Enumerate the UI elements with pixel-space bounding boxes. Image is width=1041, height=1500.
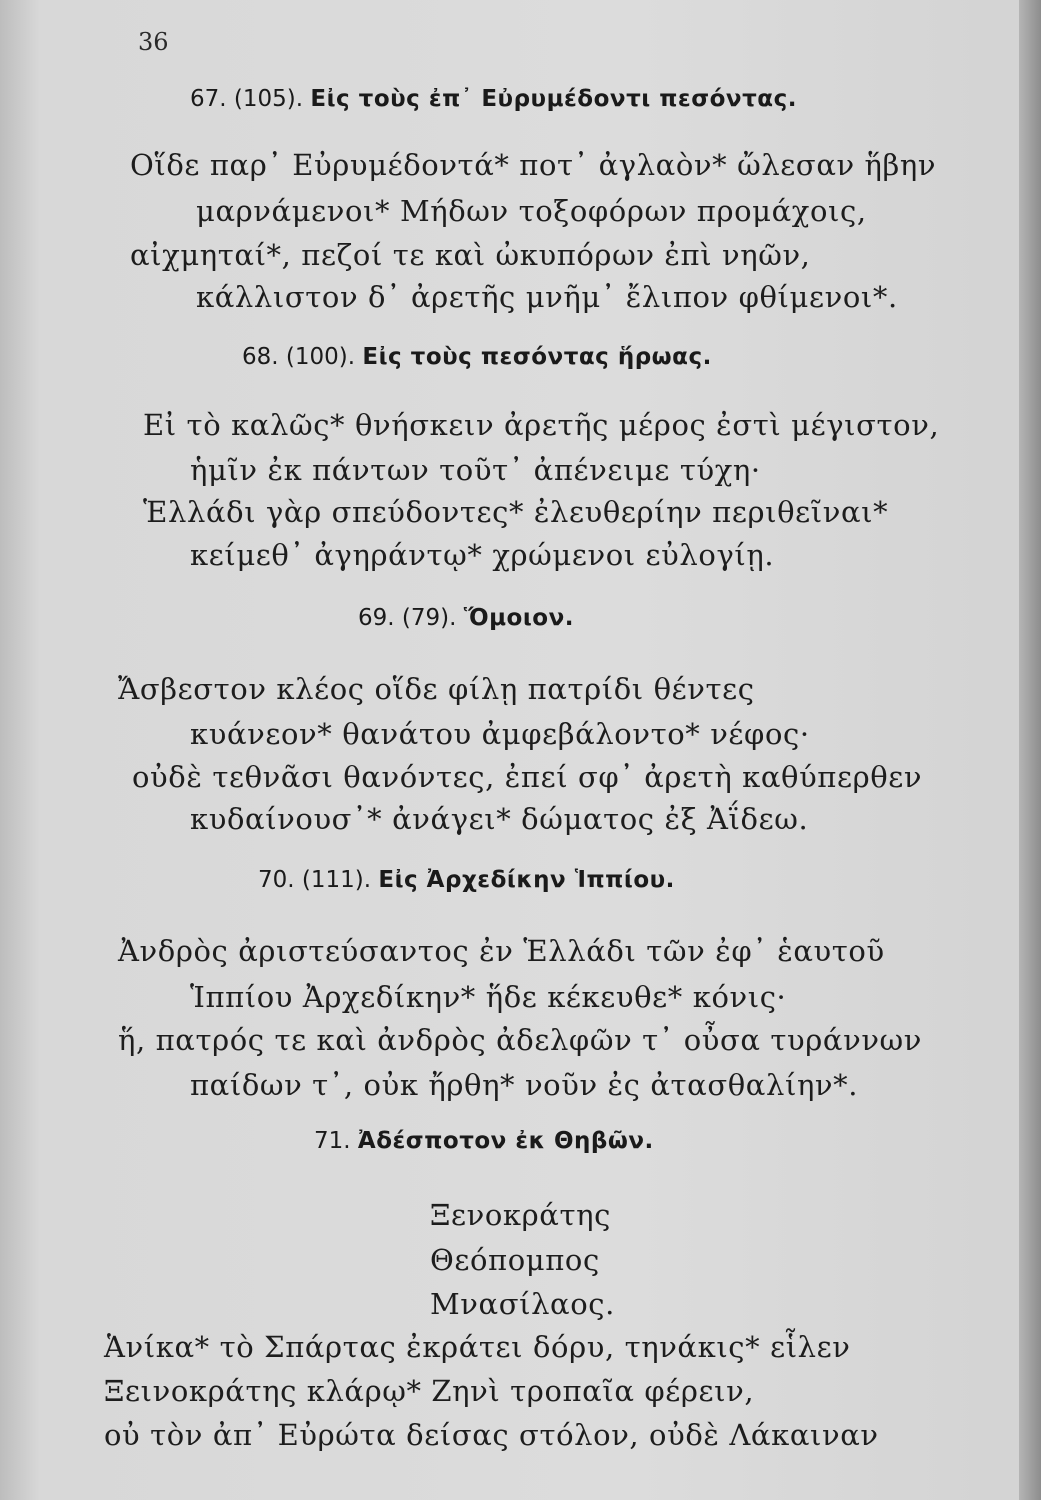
verse-line: Ἱππίου Ἀρχεδίκην* ἥδε κέκευθε* κόνις·	[190, 980, 787, 1014]
verse-line: Ἄσβεστον κλέος οἵδε φίλῃ πατρίδι θέντες	[118, 672, 755, 706]
poem-heading-71	[314, 1128, 654, 1154]
verse-line: αἰχμηταί*, πεζοί τε καὶ ὠκυπόρων ἐπὶ νηῶν,	[130, 238, 811, 272]
verse-line: οὐδὲ τεθνᾶσι θανόντες, ἐπεί σφ᾽ ἀρετὴ καθύπερθεν	[132, 760, 923, 794]
heading-title: Εἰς Ἀρχεδίκην Ἱππίου.	[378, 867, 675, 893]
heading-title: Ἀδέσποτον ἐκ Θηβῶν.	[357, 1128, 654, 1154]
verse-line: Οἵδε παρ᾽ Εὐρυμέδοντά* ποτ᾽ ἀγλαὸν* ὤλεσαν ἥβην	[130, 148, 937, 182]
verse-line: Ἀνδρὸς ἀριστεύσαντος ἐν Ἑλλάδι τῶν ἐφ᾽ ἑαυτοῦ	[118, 934, 885, 968]
verse-line: μαρνάμενοι* Μήδων τοξοφόρων προμάχοις,	[196, 194, 867, 228]
poem-heading-70	[258, 867, 675, 893]
verse-line: κυάνεον* θανάτου ἀμφεβάλοντο* νέφος·	[190, 717, 810, 751]
poem-heading-67	[190, 86, 797, 112]
verse-line: Ξεινοκράτης κλάρῳ* Ζηνὶ τροπαῖα φέρειν,	[104, 1374, 755, 1408]
heading-number: 71.	[314, 1128, 351, 1154]
heading-number: 70. (111).	[258, 867, 372, 893]
verse-line: Ἁνίκα* τὸ Σπάρτας ἐκράτει δόρυ, τηνάκις* εἷλεν	[104, 1330, 851, 1364]
verse-line: παίδων τ᾽, οὐκ ἤρθη* νοῦν ἐς ἀτασθαλίην*.	[190, 1068, 859, 1102]
verse-line: ἡμῖν ἐκ πάντων τοῦτ᾽ ἀπένειμε τύχη·	[190, 453, 761, 487]
inscription-name: Μνασίλαος.	[430, 1287, 615, 1321]
poem-heading-68	[242, 344, 712, 370]
verse-line: Εἰ τὸ καλῶς* θνήσκειν ἀρετῆς μέρος ἐστὶ μέγιστον,	[143, 408, 940, 442]
heading-number: 69. (79).	[358, 605, 457, 631]
verse-line: κάλλιστον δ᾽ ἀρετῆς μνῆμ᾽ ἔλιπον φθίμενοι*.	[196, 280, 898, 314]
poem-heading-69	[358, 605, 574, 631]
heading-number: 67. (105).	[190, 86, 304, 112]
inscription-name: Θεόπομπος	[430, 1243, 600, 1277]
verse-line: κυδαίνουσ᾽* ἀνάγει* δώματος ἐξ Ἀΐδεω.	[190, 802, 809, 836]
heading-number: 68. (100).	[242, 344, 356, 370]
verse-line: ἥ, πατρός τε καὶ ἀνδρὸς ἀδελφῶν τ᾽ οὖσα τυράννων	[118, 1023, 923, 1057]
heading-title: Εἰς τοὺς ἐπ᾽ Εὐρυμέδοντι πεσόντας.	[310, 86, 797, 112]
verse-line: οὐ τὸν ἀπ᾽ Εὐρώτα δείσας στόλον, οὐδὲ Λάκαιναν	[104, 1418, 879, 1452]
verse-line: κείμεθ᾽ ἀγηράντῳ* χρώμενοι εὐλογίῃ.	[190, 538, 775, 572]
heading-title: Ὅμοιον.	[463, 605, 575, 631]
page-number: 36	[138, 28, 169, 56]
heading-title: Εἰς τοὺς πεσόντας ἥρωας.	[362, 344, 712, 370]
inscription-name: Ξενοκράτης	[430, 1198, 611, 1232]
verse-line: Ἑλλάδι γὰρ σπεύδοντες* ἐλευθερίην περιθεῖναι*	[143, 495, 889, 529]
page-gutter	[1019, 0, 1041, 1500]
